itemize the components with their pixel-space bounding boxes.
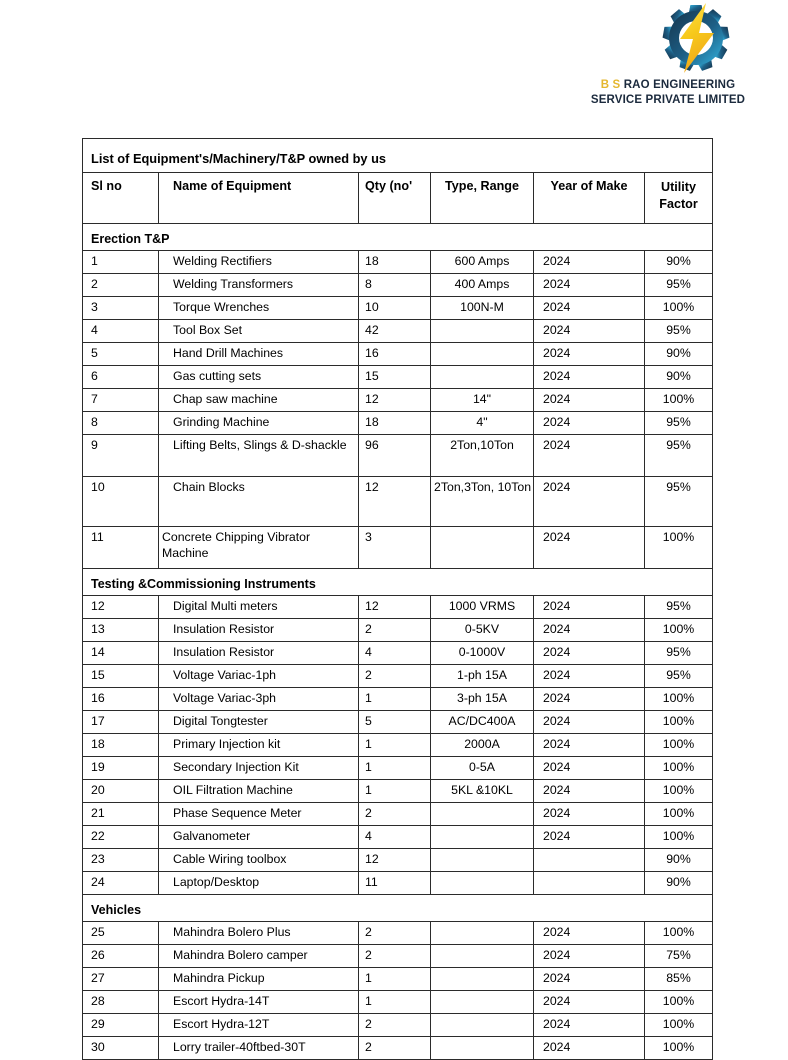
cell-qty: 1 [359,991,431,1014]
cell-utility-factor: 100% [645,688,713,711]
cell-type-range: AC/DC400A [431,711,534,734]
cell-qty: 18 [359,251,431,274]
cell-qty: 12 [359,596,431,619]
cell-qty: 11 [359,872,431,895]
cell-sl-no: 9 [83,435,159,477]
letterhead [0,0,788,122]
cell-type-range: 0-5KV [431,619,534,642]
cell-year-of-make: 2024 [534,412,645,435]
cell-qty: 12 [359,389,431,412]
section-heading-row [83,569,713,596]
table-row [83,619,713,642]
cell-utility-factor: 100% [645,922,713,945]
cell-equipment-name: Torque Wrenches [159,297,359,320]
cell-type-range [431,1014,534,1037]
cell-year-of-make: 2024 [534,366,645,389]
cell-equipment-name: Voltage Variac-3ph [159,688,359,711]
cell-type-range: 14" [431,389,534,412]
table-row [83,734,713,757]
cell-utility-factor: 100% [645,757,713,780]
cell-equipment-name: Chain Blocks [159,477,359,527]
table-row [83,849,713,872]
table-row [83,297,713,320]
cell-sl-no: 10 [83,477,159,527]
cell-qty: 4 [359,826,431,849]
cell-equipment-name: Insulation Resistor [159,642,359,665]
cell-utility-factor: 100% [645,734,713,757]
cell-sl-no: 18 [83,734,159,757]
cell-year-of-make: 2024 [534,477,645,527]
cell-qty: 1 [359,688,431,711]
table-row [83,711,713,734]
cell-qty: 2 [359,1037,431,1060]
cell-equipment-name: Gas cutting sets [159,366,359,389]
column-header-utility-factor [645,173,713,224]
cell-qty: 2 [359,803,431,826]
cell-sl-no: 19 [83,757,159,780]
cell-type-range: 2Ton,10Ton [431,435,534,477]
cell-type-range: 0-1000V [431,642,534,665]
cell-type-range [431,320,534,343]
cell-sl-no: 2 [83,274,159,297]
cell-equipment-name: Concrete Chipping Vibrator Machine [159,527,359,569]
cell-utility-factor: 90% [645,366,713,389]
cell-sl-no: 16 [83,688,159,711]
cell-utility-factor: 95% [645,412,713,435]
cell-year-of-make: 2024 [534,688,645,711]
cell-utility-factor: 90% [645,343,713,366]
cell-utility-factor: 100% [645,527,713,569]
cell-sl-no: 25 [83,922,159,945]
cell-equipment-name: Galvanometer [159,826,359,849]
company-name-initials: B S [600,79,624,91]
cell-sl-no: 3 [83,297,159,320]
cell-sl-no: 14 [83,642,159,665]
cell-utility-factor: 95% [645,274,713,297]
cell-utility-factor: 100% [645,1037,713,1060]
cell-utility-factor: 95% [645,320,713,343]
table-row [83,1037,713,1060]
table-row [83,527,713,569]
table-row [83,991,713,1014]
cell-qty: 2 [359,922,431,945]
cell-year-of-make: 2024 [534,922,645,945]
cell-year-of-make: 2024 [534,665,645,688]
equipment-table-body [83,139,713,1060]
cell-equipment-name: Primary Injection kit [159,734,359,757]
cell-type-range [431,527,534,569]
cell-utility-factor: 95% [645,665,713,688]
table-title-row [83,139,713,173]
cell-year-of-make [534,872,645,895]
cell-year-of-make: 2024 [534,968,645,991]
cell-sl-no: 30 [83,1037,159,1060]
cell-qty: 1 [359,757,431,780]
cell-year-of-make: 2024 [534,1037,645,1060]
cell-sl-no: 13 [83,619,159,642]
cell-utility-factor: 95% [645,435,713,477]
cell-utility-factor: 100% [645,780,713,803]
cell-equipment-name: Chap saw machine [159,389,359,412]
cell-equipment-name: Insulation Resistor [159,619,359,642]
cell-sl-no: 21 [83,803,159,826]
cell-year-of-make: 2024 [534,297,645,320]
cell-equipment-name: Escort Hydra-14T [159,991,359,1014]
cell-equipment-name: Lifting Belts, Slings & D-shackle [159,435,359,477]
cell-year-of-make: 2024 [534,527,645,569]
cell-utility-factor: 95% [645,596,713,619]
cell-qty: 1 [359,968,431,991]
cell-equipment-name: Grinding Machine [159,412,359,435]
table-row [83,780,713,803]
column-header-type-range: Type, Range [431,173,534,224]
cell-type-range: 4" [431,412,534,435]
cell-year-of-make: 2024 [534,642,645,665]
table-row [83,251,713,274]
cell-type-range: 1000 VRMS [431,596,534,619]
cell-type-range: 2Ton,3Ton, 10Ton [431,477,534,527]
cell-type-range: 1-ph 15A [431,665,534,688]
cell-type-range [431,922,534,945]
cell-equipment-name: Lorry trailer-40ftbed-30T [159,1037,359,1060]
cell-qty: 2 [359,1014,431,1037]
cell-year-of-make: 2024 [534,389,645,412]
column-header-name: Name of Equipment [159,173,359,224]
cell-utility-factor: 100% [645,803,713,826]
cell-sl-no: 22 [83,826,159,849]
cell-sl-no: 1 [83,251,159,274]
cell-equipment-name: OIL Filtration Machine [159,780,359,803]
cell-qty: 1 [359,734,431,757]
cell-qty: 12 [359,849,431,872]
cell-sl-no: 29 [83,1014,159,1037]
cell-utility-factor: 95% [645,477,713,527]
gear-lightning-bolt-logo [644,2,748,74]
table-row [83,968,713,991]
cell-sl-no: 4 [83,320,159,343]
cell-utility-factor: 100% [645,711,713,734]
cell-utility-factor: 100% [645,1014,713,1037]
cell-sl-no: 7 [83,389,159,412]
cell-year-of-make: 2024 [534,945,645,968]
cell-year-of-make: 2024 [534,780,645,803]
cell-type-range [431,991,534,1014]
cell-qty: 2 [359,619,431,642]
table-row [83,320,713,343]
cell-equipment-name: Escort Hydra-12T [159,1014,359,1037]
cell-equipment-name: Digital Tongtester [159,711,359,734]
cell-type-range: 2000A [431,734,534,757]
cell-qty: 8 [359,274,431,297]
cell-sl-no: 15 [83,665,159,688]
cell-sl-no: 26 [83,945,159,968]
cell-equipment-name: Mahindra Bolero Plus [159,922,359,945]
cell-year-of-make: 2024 [534,596,645,619]
cell-year-of-make: 2024 [534,320,645,343]
cell-type-range [431,1037,534,1060]
cell-utility-factor: 100% [645,297,713,320]
cell-sl-no: 12 [83,596,159,619]
cell-year-of-make [534,849,645,872]
cell-qty: 18 [359,412,431,435]
cell-utility-factor: 85% [645,968,713,991]
table-row [83,757,713,780]
cell-sl-no: 24 [83,872,159,895]
table-row [83,366,713,389]
cell-type-range [431,826,534,849]
company-name-line2: SERVICE PRIVATE LIMITED [590,94,746,106]
section-heading: Vehicles [83,895,713,922]
cell-sl-no: 27 [83,968,159,991]
cell-type-range: 400 Amps [431,274,534,297]
cell-utility-factor: 90% [645,872,713,895]
table-row [83,803,713,826]
cell-equipment-name: Secondary Injection Kit [159,757,359,780]
cell-year-of-make: 2024 [534,803,645,826]
cell-qty: 96 [359,435,431,477]
column-header-qty: Qty (no' [359,173,431,224]
cell-equipment-name: Digital Multi meters [159,596,359,619]
cell-year-of-make: 2024 [534,734,645,757]
cell-equipment-name: Tool Box Set [159,320,359,343]
cell-utility-factor: 100% [645,991,713,1014]
cell-type-range [431,968,534,991]
table-row [83,435,713,477]
cell-sl-no: 6 [83,366,159,389]
cell-utility-factor: 100% [645,826,713,849]
column-header-sl-no: Sl no [83,173,159,224]
cell-equipment-name: Phase Sequence Meter [159,803,359,826]
section-heading-row [83,895,713,922]
column-header-utility-line2: Factor [659,197,698,211]
table-row [83,596,713,619]
cell-qty: 2 [359,665,431,688]
table-row [83,826,713,849]
cell-utility-factor: 95% [645,642,713,665]
cell-type-range: 5KL &10KL [431,780,534,803]
cell-type-range [431,945,534,968]
table-title: List of Equipment's/Machinery/T&P owned by us [83,139,713,173]
cell-sl-no: 5 [83,343,159,366]
table-row [83,477,713,527]
cell-type-range: 600 Amps [431,251,534,274]
company-name-line1: RAO ENGINEERING [623,79,736,91]
cell-type-range [431,343,534,366]
cell-qty: 1 [359,780,431,803]
cell-year-of-make: 2024 [534,251,645,274]
company-name [560,78,776,108]
cell-year-of-make: 2024 [534,757,645,780]
cell-type-range: 0-5A [431,757,534,780]
cell-utility-factor: 100% [645,619,713,642]
cell-type-range [431,849,534,872]
cell-qty: 3 [359,527,431,569]
cell-utility-factor: 100% [645,389,713,412]
section-heading: Testing &Commissioning Instruments [83,569,713,596]
cell-equipment-name: Cable Wiring toolbox [159,849,359,872]
cell-type-range: 3-ph 15A [431,688,534,711]
table-row [83,274,713,297]
cell-year-of-make: 2024 [534,274,645,297]
cell-equipment-name: Laptop/Desktop [159,872,359,895]
section-heading: Erection T&P [83,224,713,251]
table-header-row [83,173,713,224]
cell-qty: 42 [359,320,431,343]
cell-sl-no: 17 [83,711,159,734]
cell-year-of-make: 2024 [534,619,645,642]
cell-year-of-make: 2024 [534,991,645,1014]
cell-type-range [431,803,534,826]
cell-year-of-make: 2024 [534,1014,645,1037]
table-row [83,945,713,968]
cell-qty: 10 [359,297,431,320]
cell-sl-no: 11 [83,527,159,569]
cell-qty: 12 [359,477,431,527]
cell-sl-no: 20 [83,780,159,803]
table-row [83,642,713,665]
cell-year-of-make: 2024 [534,826,645,849]
cell-type-range: 100N-M [431,297,534,320]
cell-utility-factor: 90% [645,251,713,274]
cell-utility-factor: 75% [645,945,713,968]
table-row [83,343,713,366]
column-header-year-of-make: Year of Make [534,173,645,224]
cell-sl-no: 28 [83,991,159,1014]
cell-sl-no: 23 [83,849,159,872]
table-row [83,1014,713,1037]
cell-equipment-name: Mahindra Pickup [159,968,359,991]
equipment-table [82,138,713,1060]
cell-type-range [431,366,534,389]
table-row [83,688,713,711]
cell-equipment-name: Mahindra Bolero camper [159,945,359,968]
cell-equipment-name: Voltage Variac-1ph [159,665,359,688]
table-row [83,665,713,688]
section-heading-row [83,224,713,251]
cell-qty: 2 [359,945,431,968]
cell-qty: 15 [359,366,431,389]
table-row [83,872,713,895]
cell-qty: 5 [359,711,431,734]
cell-utility-factor: 90% [645,849,713,872]
cell-sl-no: 8 [83,412,159,435]
cell-equipment-name: Welding Transformers [159,274,359,297]
cell-type-range [431,872,534,895]
table-row [83,922,713,945]
cell-year-of-make: 2024 [534,343,645,366]
cell-year-of-make: 2024 [534,435,645,477]
cell-qty: 4 [359,642,431,665]
cell-equipment-name: Hand Drill Machines [159,343,359,366]
cell-qty: 16 [359,343,431,366]
column-header-utility-line1: Utility [661,180,696,194]
cell-year-of-make: 2024 [534,711,645,734]
table-row [83,389,713,412]
table-row [83,412,713,435]
cell-equipment-name: Welding Rectifiers [159,251,359,274]
